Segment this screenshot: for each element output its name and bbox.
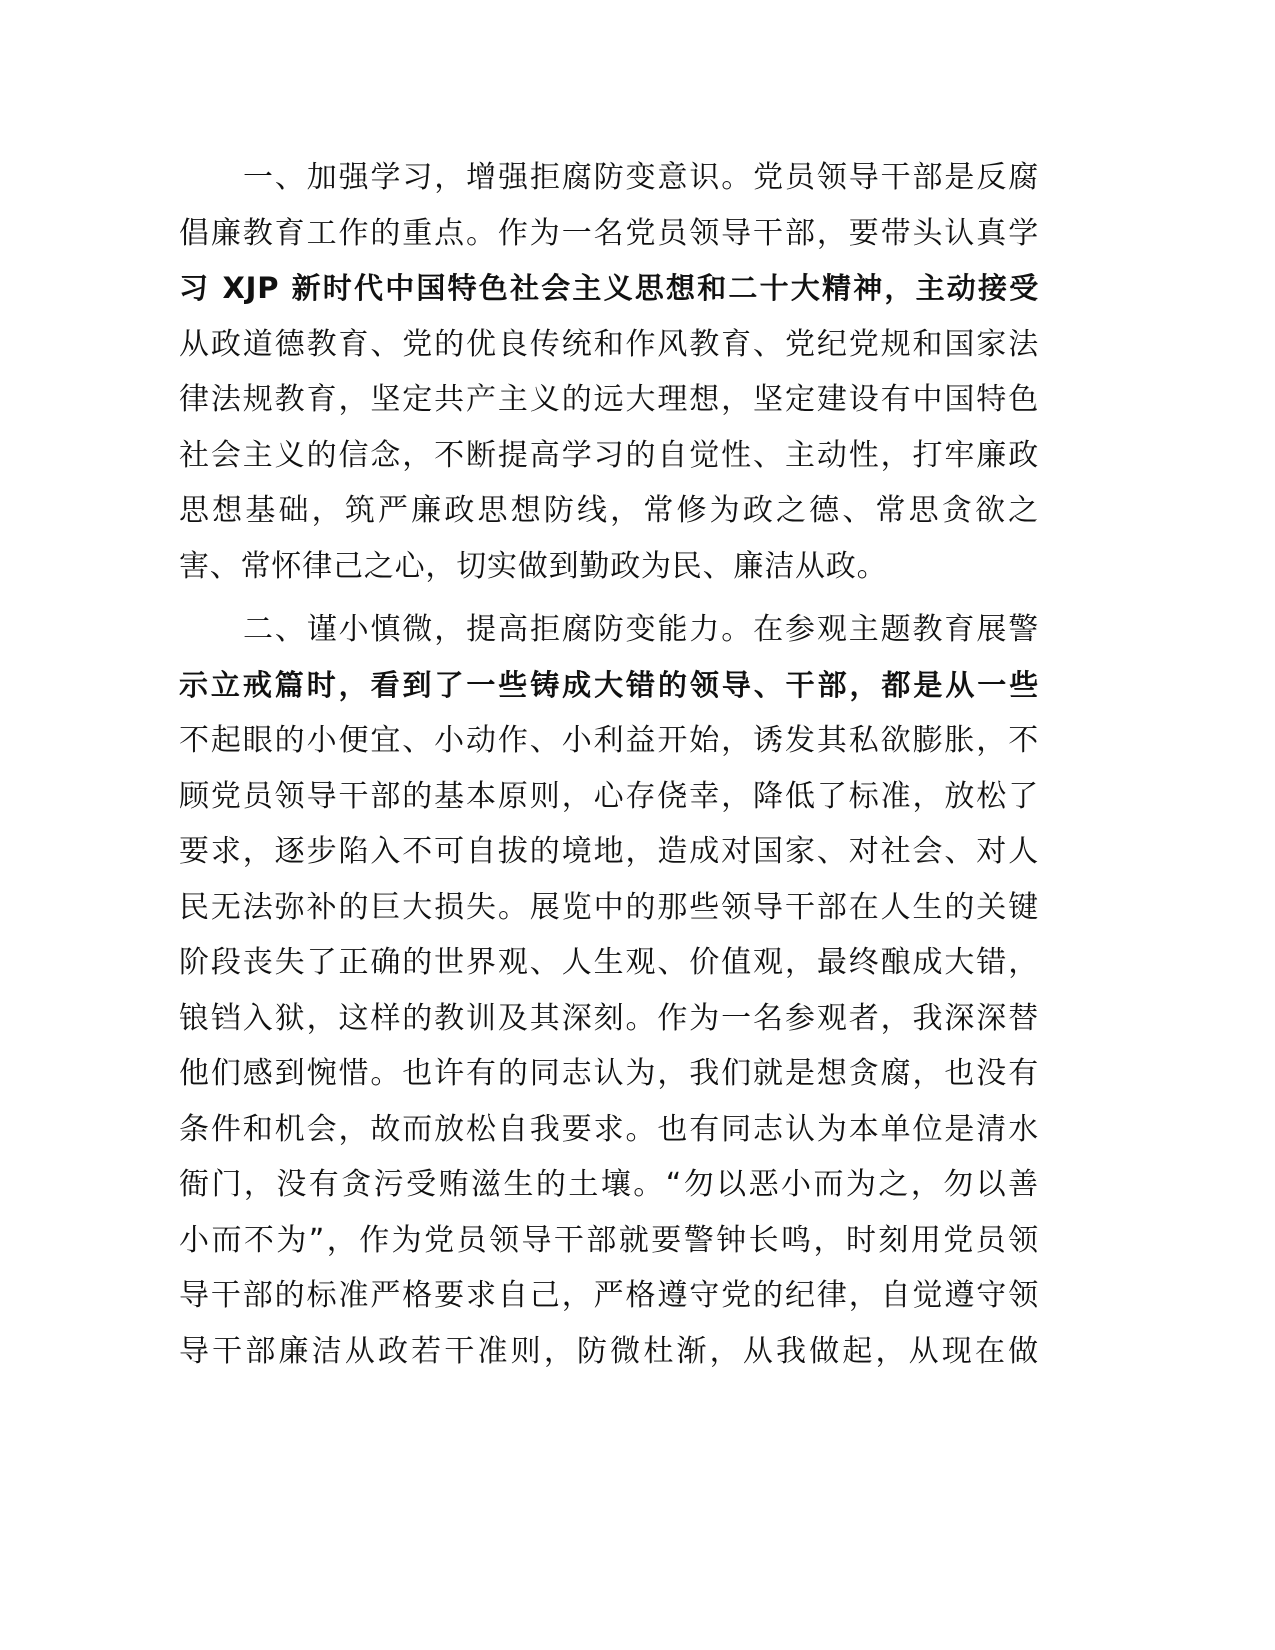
paragraph-line: 衙门，没有贪污受贿滋生的土壤。“勿以恶小而为之，勿以善 <box>179 1167 1039 1202</box>
paragraph-line: 小而不为”，作为党员领导干部就要警钟长鸣，时刻用党员领 <box>179 1222 1039 1258</box>
paragraph-line: 倡廉教育工作的重点。作为一名党员领导干部，要带头认真学 <box>179 215 1039 251</box>
paragraph-line: 二、谨小慎微，提高拒腐防变能力。在参观主题教育展警 <box>243 612 1039 647</box>
paragraph-line: 示立戒篇时，看到了一些铸成大错的领导、干部，都是从一些 <box>179 667 1039 702</box>
body-text <box>179 150 1039 1379</box>
paragraph-2 <box>179 602 1039 1379</box>
paragraph-line: 导干部的标准严格要求自己，严格遵守党的纪律，自觉遵守领 <box>179 1278 1039 1313</box>
paragraph-spacing <box>179 594 1039 602</box>
paragraph-line: 思想基础，筑严廉政思想防线，常修为政之德、常思贪欲之 <box>179 493 1039 528</box>
paragraph-line: 他们感到惋惜。也许有的同志认为，我们就是想贪腐，也没有 <box>179 1056 1039 1091</box>
paragraph-line: 民无法弥补的巨大损失。展览中的那些领导干部在人生的关键 <box>179 889 1039 925</box>
paragraph-line: 条件和机会，故而放松自我要求。也有同志认为本单位是清水 <box>179 1111 1039 1147</box>
paragraph-line: 一、加强学习，增强拒腐防变意识。党员领导干部是反腐 <box>243 160 1039 195</box>
paragraph-line: 要求，逐步陷入不可自拔的境地，造成对国家、对社会、对人 <box>179 834 1039 869</box>
paragraph-line: 社会主义的信念，不断提高学习的自觉性、主动性，打牢廉政 <box>179 437 1039 473</box>
paragraph-line: 锒铛入狱，这样的教训及其深刻。作为一名参观者，我深深替 <box>179 1000 1039 1036</box>
paragraph-line: 从政道德教育、党的优良传统和作风教育、党纪党规和国家法 <box>179 326 1039 362</box>
paragraph-line: 习 XJP 新时代中国特色社会主义思想和二十大精神，主动接受 <box>179 271 1039 305</box>
paragraph-line: 不起眼的小便宜、小动作、小利益开始，诱发其私欲膨胀，不 <box>179 723 1039 758</box>
paragraph-line: 顾党员领导干部的基本原则，心存侥幸，降低了标准，放松了 <box>179 778 1039 814</box>
paragraph-line: 害、常怀律己之心，切实做到勤政为民、廉洁从政。 <box>179 548 888 584</box>
paragraph-1 <box>179 150 1039 594</box>
paragraph-line: 律法规教育，坚定共产主义的远大理想，坚定建设有中国特色 <box>179 382 1039 417</box>
paragraph-line: 导干部廉洁从政若干准则，防微杜渐，从我做起，从现在做 <box>179 1333 1039 1369</box>
paragraph-line: 阶段丧失了正确的世界观、人生观、价值观，最终酿成大错， <box>179 945 1039 980</box>
